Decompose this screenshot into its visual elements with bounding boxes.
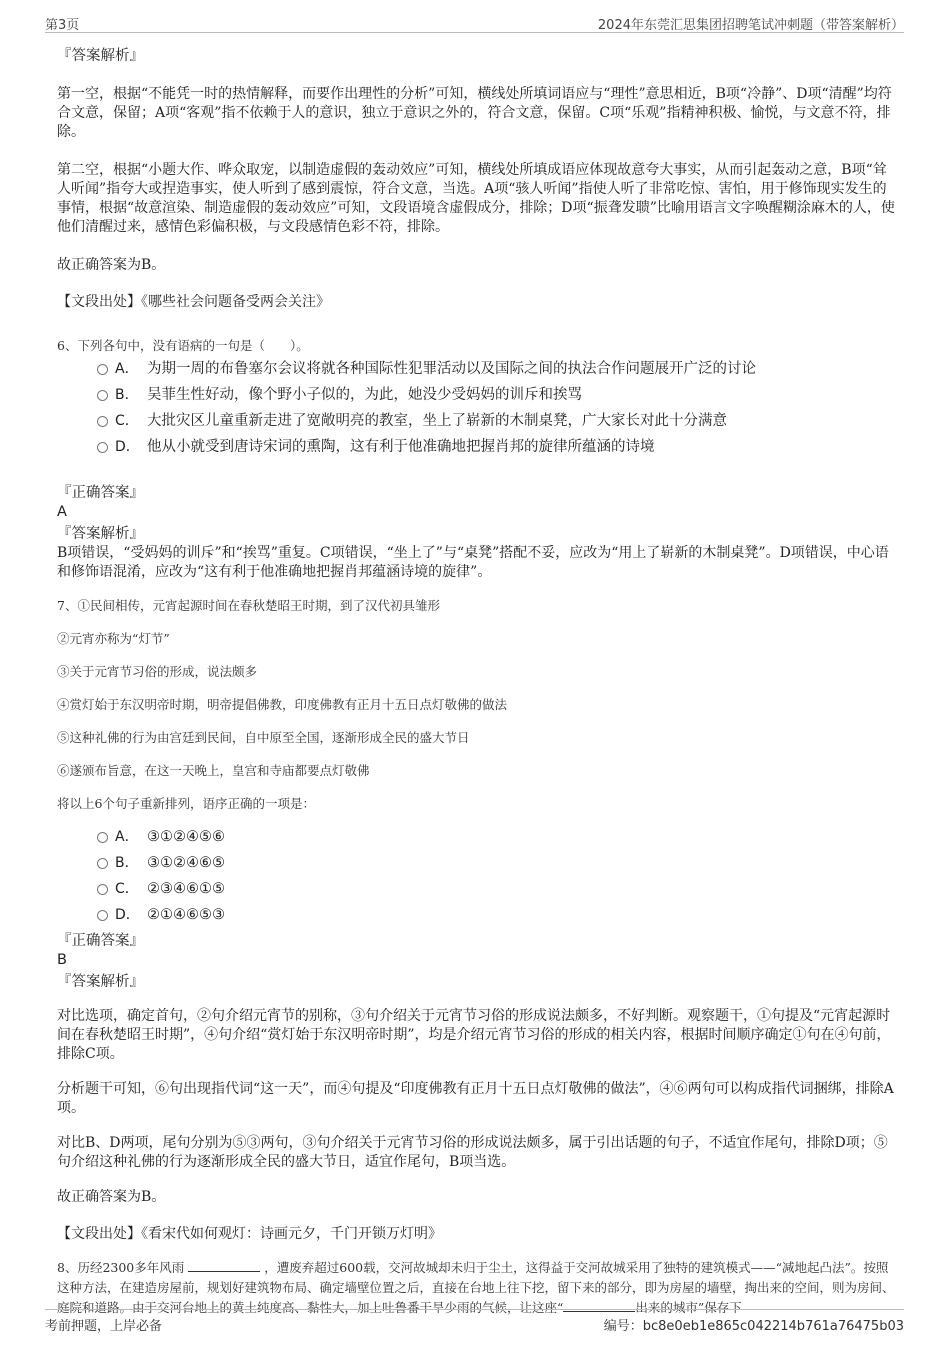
q7-option-b[interactable] [57, 853, 897, 879]
q8-text-1: 8、历经2300多年风雨 [57, 1260, 185, 1275]
option-text: 吴菲生性好动，像个野小子似的，为此，她没少受妈妈的训斥和挨骂 [147, 387, 582, 403]
radio-button[interactable] [97, 416, 108, 427]
option-label: A． [115, 829, 139, 845]
option-label: D． [115, 439, 140, 455]
q5-analysis-p1: 第一空，根据“不能凭一时的热情解释，而要作出理性的分析”可知，横线处所填词语应与“理性”意思相近，B项“冷静”、D项“清醒”均符合文意，保留；A项“客观”指不依赖于人的意识，独立于意识之外的，符合文意，保留。C项“乐观”指精神积极、愉悦，与文意不符，排除。 [57, 86, 892, 140]
q7-sentence-1: 7、①民间相传，元宵起源时间在春秋楚昭王时期，到了汉代初具雏形 [57, 598, 440, 613]
q8-text-2: ，遭废弃超过600载，交河故城却未归于尘土，这得益于交河故城采用了独特的建筑模式——“减地起凸法”。按照这种方法，在建造房屋前，规划好建筑物布局、确定墙壁位置之后，直接在台地上往下挖，留下来的部分，即为房屋的墙壁，掏出来的空间，则为房间、庭院和道路。由于交河台地上的黄土纯度高、黏性大，加上吐鲁番干旱少雨的气候，让这座“ [57, 1260, 895, 1315]
option-text: 大批灾区儿童重新走进了宽敞明亮的教室，坐上了崭新的木制桌凳，广大家长对此十分满意 [147, 413, 727, 429]
option-label: B． [115, 855, 139, 871]
q7-sentence-6: ⑥遂颁布旨意，在这一天晚上，皇宫和寺庙都要点灯敬佛 [57, 763, 370, 778]
q7-correct-tag: 『正确答案』 [57, 933, 144, 949]
radio-button[interactable] [97, 390, 108, 401]
q7-option-a[interactable] [57, 827, 897, 853]
q7-options [57, 827, 897, 931]
q7-analysis-p1: 对比选项，确定首句，②句介绍元宵节的别称，③句介绍关于元宵节习俗的形成说法颇多，不好判断。观察题干，①句提及“元宵起源时间在春秋楚昭王时期”，④句介绍“赏灯始于东汉明帝时期”，均是介绍元宵节习俗的形成的相关内容，根据时间顺序确定①句在④句前，排除C项。 [57, 1008, 891, 1062]
q6-analysis: B项错误，“受妈妈的训斥”和“挨骂”重复。C项错误，“坐上了”与“桌凳”搭配不妥，应改为“用上了崭新的木制桌凳”。D项错误，中心语和修饰语混淆，应改为“这有利于他准确地把握肖邦蕴涵诗境的旋律”。 [57, 545, 889, 580]
radio-button[interactable] [97, 832, 108, 843]
q5-analysis-tag: 『答案解析』 [57, 48, 144, 64]
q6-correct-tag: 『正确答案』 [57, 485, 144, 501]
q7-prompt: 将以上6个句子重新排列，语序正确的一项是： [57, 796, 315, 811]
q7-conclusion: 故正确答案为B。 [57, 1189, 166, 1205]
option-text: ③①②④⑤⑥ [147, 829, 225, 845]
page-content [57, 40, 897, 1318]
q7-sentence-4: ④赏灯始于东汉明帝时期，明帝提倡佛教，印度佛教有正月十五日点灯敬佛的做法 [57, 697, 508, 712]
option-text: ③①②④⑥⑤ [147, 855, 225, 871]
q7-answer: B [57, 952, 67, 968]
q7-analysis-p3: 对比B、D两项，尾句分别为⑤③两句，③句介绍关于元宵节习俗的形成说法颇多，属于引出话题的句子，不适宜作尾句，排除D项；⑤句介绍这种礼佛的行为逐渐形成全民的盛大节日，适宜作尾句，B项当选。 [57, 1135, 888, 1170]
radio-button[interactable] [97, 364, 108, 375]
q6-option-b[interactable] [57, 385, 897, 411]
fill-blank [188, 1259, 260, 1272]
q7-sentence-5: ⑤这种礼佛的行为由宫廷到民间，自中原至全国，逐渐形成全民的盛大节日 [57, 730, 470, 745]
option-label: B． [115, 387, 139, 403]
option-text: 为期一周的布鲁塞尔会议将就各种国际性犯罪活动以及国际之间的执法合作问题展开广泛的讨论 [147, 361, 756, 377]
q7-option-c[interactable] [57, 879, 897, 905]
q6-option-a[interactable] [57, 359, 897, 385]
page-number: 第3页 [45, 18, 80, 33]
q7-source: 【文段出处】《看宋代如何观灯：诗画元夕，千门开锁万灯明》 [57, 1226, 442, 1242]
document-id: 编号：bc8e0eb1e865c042214b761a76475b03 [603, 1319, 904, 1334]
footer-slogan: 考前押题，上岸必备 [45, 1319, 163, 1334]
q6-option-d[interactable] [57, 437, 897, 463]
q5-analysis-p2: 第二空，根据“小题大作、哗众取宠，以制造虚假的轰动效应”可知，横线处所填成语应体现故意夸大事实，从而引起轰动之意，B项“耸人听闻”指夸大或捏造事实，使人听到了感到震惊，符合文意，当选。A项“骇人听闻”指使人听了非常吃惊、害怕，用于修饰现实发生的事情，根据“故意渲染、制造虚假的轰动效应”可知，文段语境含虚假成分，排除；D项“振聋发聩”比喻用语言文字唤醒糊涂麻木的人，使他们清醒过来，感情色彩偏积极，与文段感情色彩不符，排除。 [57, 162, 895, 235]
option-text: ②①④⑥⑤③ [147, 907, 225, 923]
option-label: A． [115, 361, 139, 377]
q5-source: 【文段出处】《哪些社会问题备受两会关注》 [57, 294, 330, 310]
footer-divider [45, 1309, 904, 1310]
q6-option-c[interactable] [57, 411, 897, 437]
option-label: D． [115, 907, 140, 923]
q7-option-d[interactable] [57, 905, 897, 931]
q7-sentence-3: ③关于元宵节习俗的形成，说法颇多 [57, 664, 258, 679]
option-text: ②③④⑥①⑤ [147, 881, 225, 897]
q7-analysis-p2: 分析题干可知，⑥句出现指代词“这一天”，而④句提及“印度佛教有正月十五日点灯敬佛的做法”，④⑥两句可以构成指代词捆绑，排除A项。 [57, 1081, 894, 1116]
q7-analysis-tag: 『答案解析』 [57, 974, 144, 990]
page-header [0, 0, 950, 34]
option-label: C． [115, 413, 139, 429]
q6-question: 6、下列各句中，没有语病的一句是（ ）。 [57, 338, 309, 353]
q6-answer: A [57, 504, 67, 520]
option-text: 他从小就受到唐诗宋词的熏陶，这有利于他准确地把握肖邦的旋律所蕴涵的诗境 [147, 439, 655, 455]
radio-button[interactable] [97, 858, 108, 869]
q7-sentence-2: ②元宵亦称为“灯节” [57, 631, 170, 646]
q6-options [57, 359, 897, 463]
q8-text-3: 出来的城市”保存下 [635, 1300, 742, 1315]
q5-conclusion: 故正确答案为B。 [57, 257, 166, 273]
option-label: C． [115, 881, 139, 897]
radio-button[interactable] [97, 884, 108, 895]
radio-button[interactable] [97, 910, 108, 921]
page-footer [0, 1307, 950, 1345]
document-title: 2024年东莞汇思集团招聘笔试冲刺题（带答案解析） [597, 18, 904, 33]
q6-analysis-tag: 『答案解析』 [57, 526, 144, 542]
header-divider [45, 32, 904, 33]
radio-button[interactable] [97, 442, 108, 453]
